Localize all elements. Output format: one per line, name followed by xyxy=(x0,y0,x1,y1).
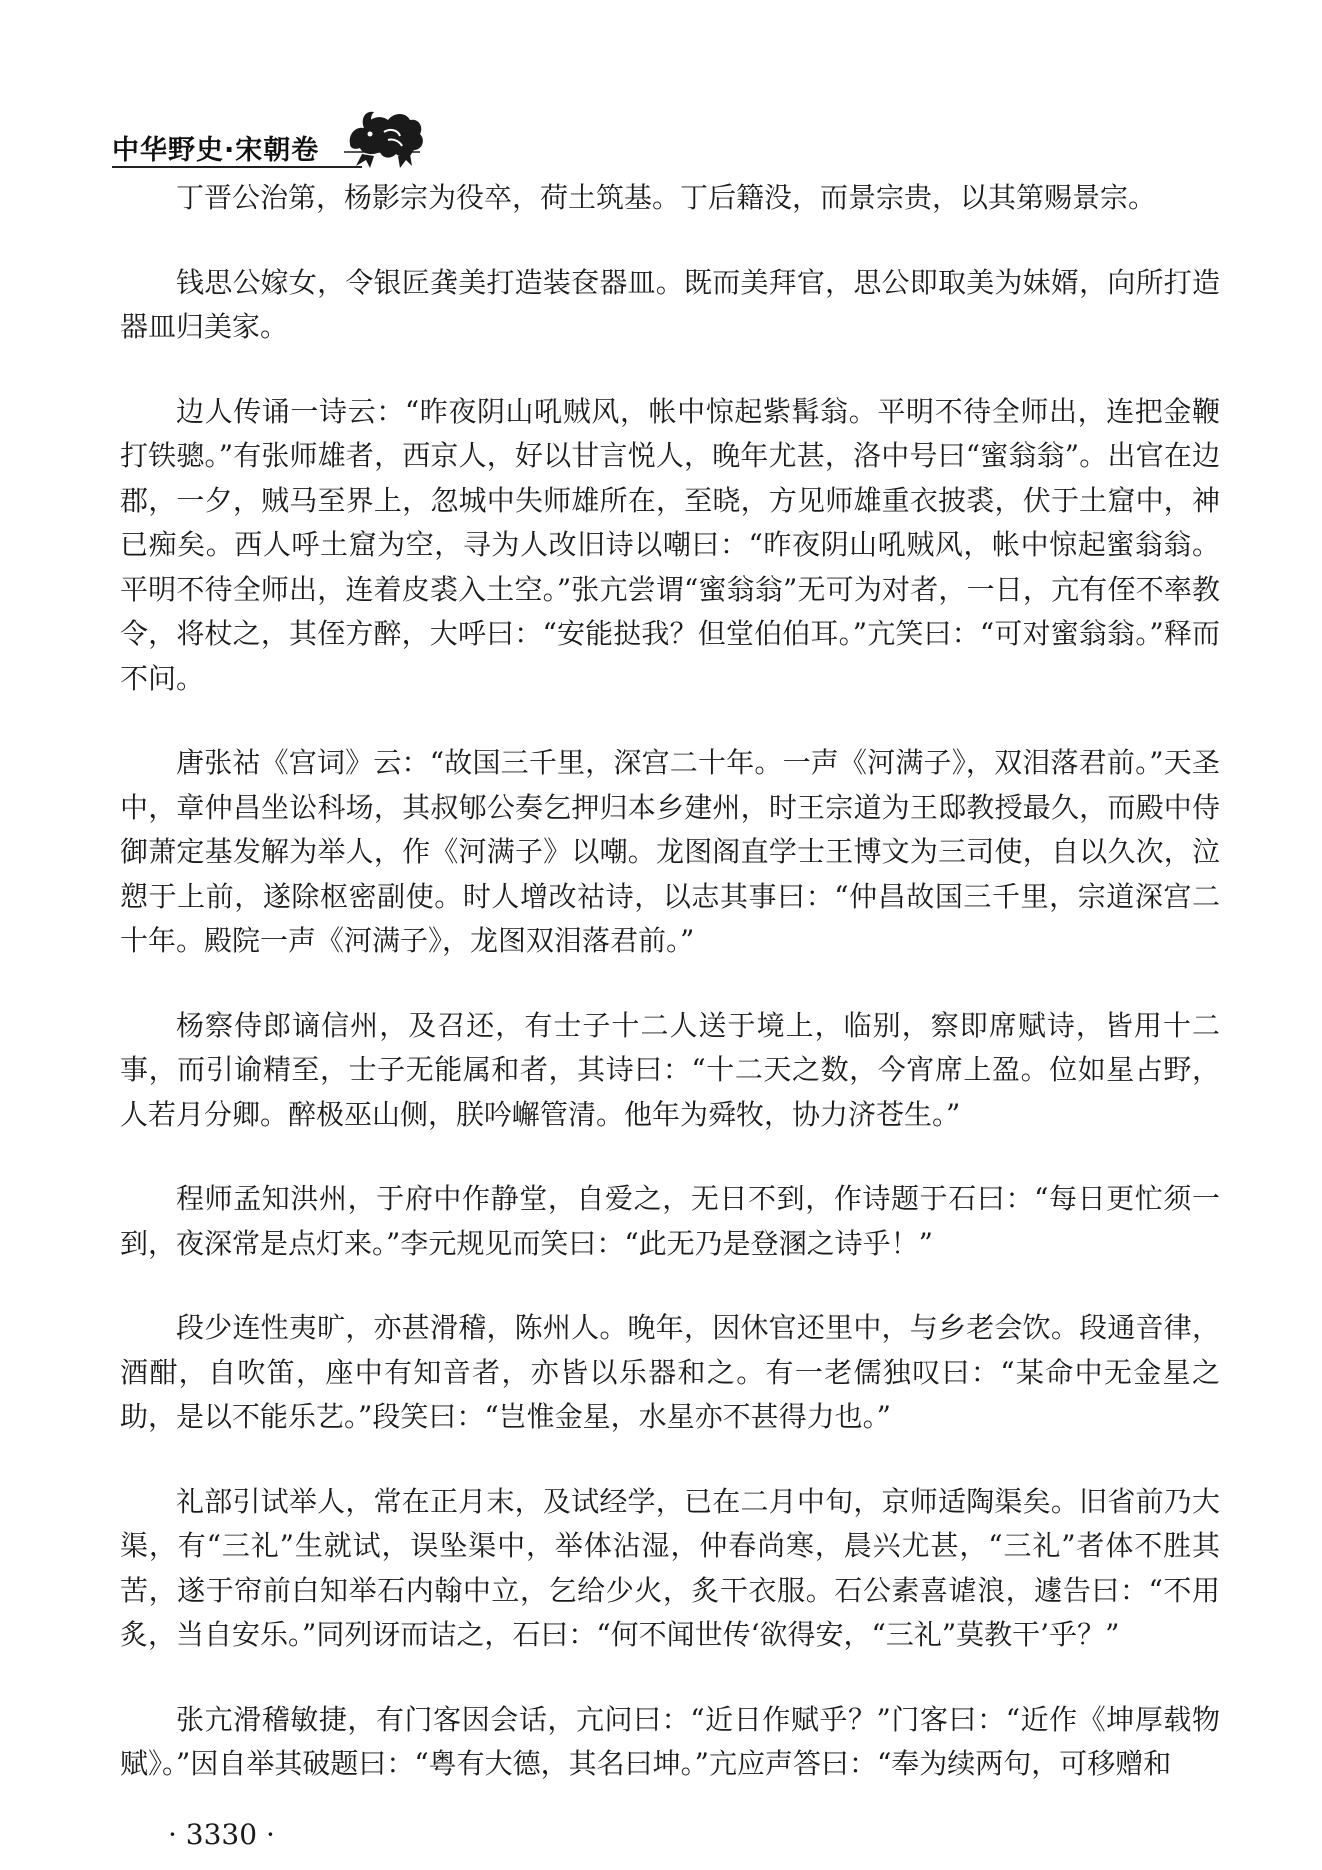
paragraph: 张亢滑稽敏捷，有门客因会话，亢问曰：“近日作赋乎？”门客曰：“近作《坤厚载物赋》。”因自举其破题曰：“粤有大德，其名曰坤。”亢应声答曰：“奉为续两句，可移赠和 xyxy=(120,1702,1220,1780)
paragraph: 边人传诵一诗云：“昨夜阴山吼贼风，帐中惊起紫髯翁。平明不待全师出，连把金鞭打铁骢。”有张师雄者，西京人，好以甘言悦人，晚年尤甚，洛中号曰“蜜翁翁”。出官在边郡，一夕，贼马至界上，忽城中失师雄所在，至晓，方见师雄重衣披裘，伏于土窟中，神已痴矣。西人呼土窟为空，寻为人改旧诗以嘲曰：“昨夜阴山吼贼风，帐中惊起蜜翁翁。平明不待全师出，连着皮裘入土空。”张亢尝谓“蜜翁翁”无可为对者，一日，亢有侄不率教令，将杖之，其侄方醉，大呼曰：“安能挞我？但堂伯伯耳。”亢笑曰：“可对蜜翁翁。”释而不问。 xyxy=(120,394,1220,695)
running-header xyxy=(112,118,1212,168)
page-body xyxy=(120,176,1220,1827)
book-title: 中华野史·宋朝卷 xyxy=(112,135,320,166)
paragraph: 钱思公嫁女，令银匠龚美打造装奁器皿。既而美拜官，思公即取美为妹婿，向所打造器皿归美家。 xyxy=(120,265,1220,343)
paragraph: 唐张祜《宫词》云：“故国三千里，深宫二十年。一声《河满子》，双泪落君前。”天圣中，章仲昌坐讼科场，其叔郇公奏乞押归本乡建州，时王宗道为王邸教授最久，而殿中侍御萧定基发解为举人，作《河满子》以嘲。龙图阁直学士王博文为三司使，自以久次，泣愬于上前，遂除枢密副使。时人增改祜诗，以志其事曰：“仲昌故国三千里，宗道深宫二十年。殿院一声《河满子》，龙图双泪落君前。” xyxy=(120,746,1220,957)
paragraph: 段少连性夷旷，亦甚滑稽，陈州人。晚年，因休官还里中，与乡老会饮。段通音律，酒酣，自吹笛，座中有知音者，亦皆以乐器和之。有一老儒独叹曰：“某命中无金星之助，是以不能乐艺。”段笑曰：“岂惟金星，水星亦不甚得力也。” xyxy=(120,1311,1220,1433)
page-number: · 3330 · xyxy=(168,1818,275,1851)
paragraph: 杨察侍郎谪信州，及召还，有士子十二人送于境上，临别，察即席赋诗，皆用十二事，而引谕精至，士子无能属和者，其诗曰：“十二天之数，今宵席上盈。位如星占野，人若月分卿。醉极巫山侧，朕吟嶰管清。他年为舜牧，协力济苍生。” xyxy=(120,1008,1220,1131)
paragraph: 程师孟知洪州，于府中作静堂，自爱之，无日不到，作诗题于石曰：“每日更忙须一到，夜深常是点灯来。”李元规见而笑曰：“此无乃是登溷之诗乎！” xyxy=(120,1182,1220,1260)
paragraph: 礼部引试举人，常在正月末，及试经学，已在二月中旬，京师适陶渠矣。旧省前乃大渠，有“三礼”生就试，误坠渠中，举体沾湿，仲春尚寒，晨兴尤甚，“三礼”者体不胜其苦，遂于帘前白知举石内翰中立，乞给少火，炙干衣服。石公素喜谑浪，遽告曰：“不用炙，当自安乐。”同列讶而诘之，石曰：“何不闻世传‘欲得安，“三礼”莫教干’乎？” xyxy=(120,1484,1220,1651)
dragon-emblem-icon xyxy=(340,104,428,174)
paragraph: 丁晋公治第，杨影宗为役卒，荷土筑基。丁后籍没，而景宗贵，以其第赐景宗。 xyxy=(176,181,1157,214)
header-rule xyxy=(112,166,362,168)
